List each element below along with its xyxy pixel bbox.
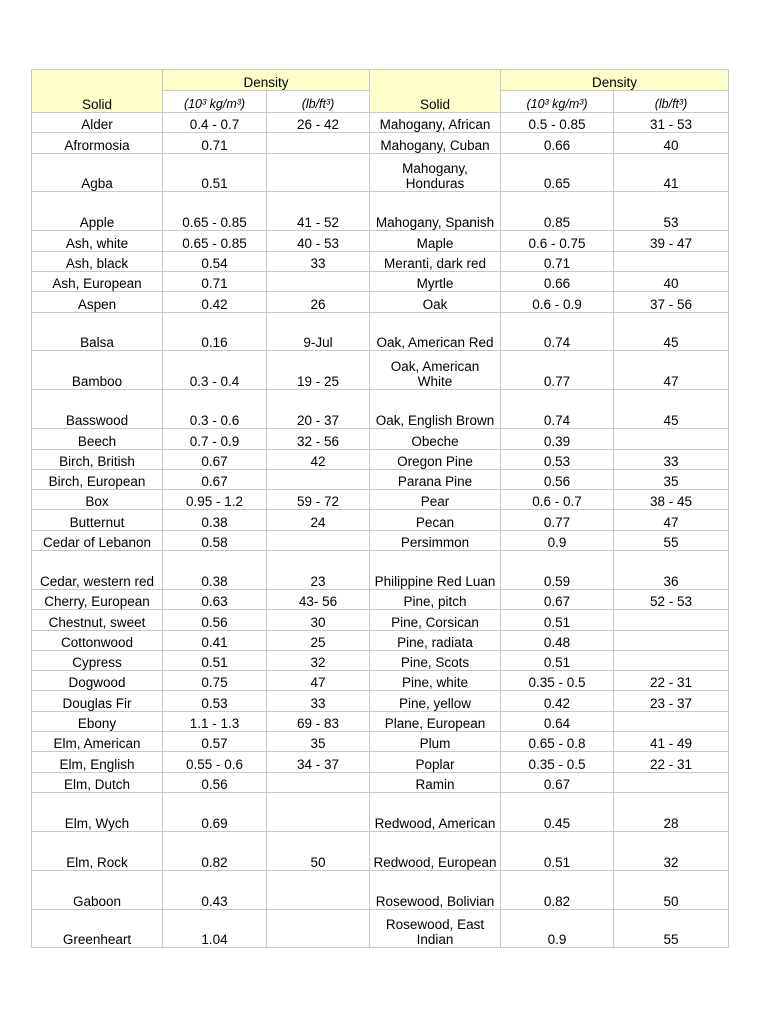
unit-si-header-right: (10³ kg/m³) (501, 91, 614, 113)
density-imperial-right: 39 - 47 (614, 231, 729, 251)
density-imperial-right: 50 (614, 870, 729, 909)
solid-name-right: Rosewood, Bolivian (370, 870, 501, 909)
density-imperial-left: 32 (267, 650, 370, 670)
solid-name-left: Cedar, western red (32, 551, 163, 590)
solid-name-right: Oak (370, 292, 501, 312)
solid-name-right: Myrtle (370, 271, 501, 291)
density-si-right: 0.48 (501, 630, 614, 650)
density-imperial-right (614, 429, 729, 449)
solid-header-right: Solid (370, 70, 501, 113)
density-imperial-left: 30 (267, 610, 370, 630)
table-row (32, 490, 729, 510)
density-si-right: 0.66 (501, 271, 614, 291)
density-imperial-right: 52 - 53 (614, 589, 729, 609)
table-row (32, 772, 729, 792)
density-si-left: 0.42 (163, 292, 267, 312)
density-si-right: 0.74 (501, 390, 614, 429)
density-imperial-right: 32 (614, 831, 729, 870)
solid-name-left: Ebony (32, 711, 163, 731)
solid-name-right: Pine, pitch (370, 589, 501, 609)
density-si-right: 0.67 (501, 589, 614, 609)
solid-name-left: Ash, white (32, 231, 163, 251)
solid-name-left: Apple (32, 192, 163, 231)
density-imperial-right (614, 251, 729, 271)
solid-name-left: Box (32, 490, 163, 510)
density-si-right: 0.45 (501, 792, 614, 831)
density-imperial-right: 38 - 45 (614, 490, 729, 510)
density-si-left: 0.67 (163, 469, 267, 489)
solid-name-right: Pear (370, 490, 501, 510)
density-si-right: 0.9 (501, 530, 614, 550)
solid-name-left: Agba (32, 153, 163, 192)
solid-name-right: Plum (370, 731, 501, 751)
density-imperial-left: 40 - 53 (267, 231, 370, 251)
density-si-right: 0.51 (501, 610, 614, 630)
density-imperial-left: 26 (267, 292, 370, 312)
solid-name-right: Redwood, American (370, 792, 501, 831)
density-si-left: 0.75 (163, 671, 267, 691)
density-imperial-left (267, 153, 370, 192)
solid-name-left: Balsa (32, 312, 163, 351)
density-si-left: 0.65 - 0.85 (163, 192, 267, 231)
solid-name-left: Aspen (32, 292, 163, 312)
solid-name-left: Butternut (32, 510, 163, 530)
density-imperial-right: 23 - 37 (614, 691, 729, 711)
table-row (32, 610, 729, 630)
density-si-right: 0.67 (501, 772, 614, 792)
density-imperial-right: 40 (614, 271, 729, 291)
solid-name-right: Poplar (370, 752, 501, 772)
density-si-right: 0.85 (501, 192, 614, 231)
density-imperial-left: 69 - 83 (267, 711, 370, 731)
density-imperial-right: 41 (614, 153, 729, 192)
density-imperial-left: 47 (267, 671, 370, 691)
table-row (32, 429, 729, 449)
density-imperial-right: 41 - 49 (614, 731, 729, 751)
density-imperial-left: 59 - 72 (267, 490, 370, 510)
table-row (32, 589, 729, 609)
table-row (32, 731, 729, 751)
density-imperial-right: 47 (614, 510, 729, 530)
solid-name-left: Greenheart (32, 909, 163, 948)
density-si-left: 0.58 (163, 530, 267, 550)
unit-imperial-header-left: (lb/ft³) (267, 91, 370, 113)
table-row (32, 551, 729, 590)
solid-header-left: Solid (32, 70, 163, 113)
density-si-left: 0.53 (163, 691, 267, 711)
density-imperial-left: 43- 56 (267, 589, 370, 609)
solid-name-left: Cedar of Lebanon (32, 530, 163, 550)
density-si-right: 0.35 - 0.5 (501, 671, 614, 691)
density-imperial-left (267, 133, 370, 153)
table-row (32, 113, 729, 133)
density-imperial-right: 28 (614, 792, 729, 831)
density-si-left: 0.67 (163, 449, 267, 469)
density-imperial-left: 33 (267, 251, 370, 271)
table-row (32, 271, 729, 291)
solid-name-right: Plane, European (370, 711, 501, 731)
solid-name-left: Birch, British (32, 449, 163, 469)
density-imperial-left (267, 772, 370, 792)
density-imperial-left: 20 - 37 (267, 390, 370, 429)
table-row (32, 671, 729, 691)
table-row (32, 390, 729, 429)
table-row (32, 711, 729, 731)
density-imperial-right (614, 610, 729, 630)
table-row (32, 133, 729, 153)
solid-name-left: Cottonwood (32, 630, 163, 650)
solid-name-left: Afrormosia (32, 133, 163, 153)
density-si-left: 0.16 (163, 312, 267, 351)
solid-name-left: Chestnut, sweet (32, 610, 163, 630)
density-imperial-right: 22 - 31 (614, 671, 729, 691)
density-si-right: 0.6 - 0.7 (501, 490, 614, 510)
solid-name-right: Meranti, dark red (370, 251, 501, 271)
density-si-left: 0.51 (163, 153, 267, 192)
solid-name-right: Philippine Red Luan (370, 551, 501, 590)
solid-name-right: Oregon Pine (370, 449, 501, 469)
density-si-left: 0.4 - 0.7 (163, 113, 267, 133)
solid-name-left: Elm, Dutch (32, 772, 163, 792)
density-si-left: 0.69 (163, 792, 267, 831)
density-si-right: 0.82 (501, 870, 614, 909)
density-imperial-right (614, 650, 729, 670)
solid-name-left: Basswood (32, 390, 163, 429)
solid-name-right: Pine, radiata (370, 630, 501, 650)
table-row (32, 831, 729, 870)
density-imperial-left: 24 (267, 510, 370, 530)
table-row (32, 870, 729, 909)
solid-name-left: Elm, Wych (32, 792, 163, 831)
density-imperial-left: 26 - 42 (267, 113, 370, 133)
density-imperial-right: 35 (614, 469, 729, 489)
density-si-left: 1.04 (163, 909, 267, 948)
solid-name-right: Rosewood, East Indian (370, 909, 501, 948)
density-imperial-right (614, 630, 729, 650)
density-si-right: 0.64 (501, 711, 614, 731)
density-imperial-left (267, 469, 370, 489)
solid-name-right: Ramin (370, 772, 501, 792)
density-si-left: 0.56 (163, 610, 267, 630)
solid-name-right: Pine, white (370, 671, 501, 691)
solid-name-left: Birch, European (32, 469, 163, 489)
density-imperial-right: 45 (614, 390, 729, 429)
table-row (32, 630, 729, 650)
density-si-left: 0.71 (163, 271, 267, 291)
solid-name-right: Redwood, European (370, 831, 501, 870)
table-row (32, 510, 729, 530)
density-imperial-left: 42 (267, 449, 370, 469)
density-imperial-right: 45 (614, 312, 729, 351)
density-imperial-right: 40 (614, 133, 729, 153)
density-imperial-left: 23 (267, 551, 370, 590)
density-si-right: 0.65 (501, 153, 614, 192)
density-imperial-right: 37 - 56 (614, 292, 729, 312)
solid-name-right: Parana Pine (370, 469, 501, 489)
solid-name-right: Pine, Scots (370, 650, 501, 670)
table-row (32, 469, 729, 489)
solid-name-left: Ash, black (32, 251, 163, 271)
solid-name-left: Cherry, European (32, 589, 163, 609)
solid-name-right: Obeche (370, 429, 501, 449)
density-si-left: 0.95 - 1.2 (163, 490, 267, 510)
density-si-right: 0.53 (501, 449, 614, 469)
density-imperial-left: 50 (267, 831, 370, 870)
density-table (31, 69, 729, 948)
density-header-left: Density (163, 70, 370, 91)
table-row (32, 792, 729, 831)
table-row (32, 231, 729, 251)
density-imperial-right (614, 772, 729, 792)
density-si-right: 0.35 - 0.5 (501, 752, 614, 772)
density-si-right: 0.59 (501, 551, 614, 590)
density-si-left: 0.71 (163, 133, 267, 153)
table-row (32, 192, 729, 231)
solid-name-right: Mahogany, Cuban (370, 133, 501, 153)
density-imperial-left (267, 909, 370, 948)
density-si-right: 0.56 (501, 469, 614, 489)
density-imperial-left (267, 870, 370, 909)
solid-name-left: Dogwood (32, 671, 163, 691)
solid-name-left: Ash, European (32, 271, 163, 291)
solid-name-right: Persimmon (370, 530, 501, 550)
density-si-left: 0.65 - 0.85 (163, 231, 267, 251)
table-row (32, 691, 729, 711)
density-si-right: 0.51 (501, 831, 614, 870)
table-row (32, 650, 729, 670)
solid-name-left: Elm, English (32, 752, 163, 772)
solid-name-right: Pine, yellow (370, 691, 501, 711)
density-si-right: 0.66 (501, 133, 614, 153)
solid-name-left: Alder (32, 113, 163, 133)
density-imperial-left: 19 - 25 (267, 351, 370, 390)
density-imperial-right: 33 (614, 449, 729, 469)
density-si-right: 0.6 - 0.75 (501, 231, 614, 251)
solid-name-right: Mahogany, African (370, 113, 501, 133)
density-imperial-right: 53 (614, 192, 729, 231)
table-row (32, 292, 729, 312)
density-si-left: 0.51 (163, 650, 267, 670)
density-si-left: 0.63 (163, 589, 267, 609)
density-header-right: Density (501, 70, 729, 91)
density-imperial-left: 35 (267, 731, 370, 751)
density-imperial-right (614, 711, 729, 731)
density-imperial-left: 25 (267, 630, 370, 650)
solid-name-right: Pine, Corsican (370, 610, 501, 630)
density-si-right: 0.51 (501, 650, 614, 670)
density-si-right: 0.65 - 0.8 (501, 731, 614, 751)
table-row (32, 909, 729, 948)
solid-name-left: Beech (32, 429, 163, 449)
density-si-left: 0.54 (163, 251, 267, 271)
density-imperial-right: 55 (614, 530, 729, 550)
table-row (32, 153, 729, 192)
density-imperial-left: 34 - 37 (267, 752, 370, 772)
density-imperial-left: 33 (267, 691, 370, 711)
density-imperial-right: 31 - 53 (614, 113, 729, 133)
solid-name-left: Douglas Fir (32, 691, 163, 711)
density-si-right: 0.77 (501, 510, 614, 530)
density-si-right: 0.74 (501, 312, 614, 351)
density-si-right: 0.39 (501, 429, 614, 449)
solid-name-left: Bamboo (32, 351, 163, 390)
table-row (32, 449, 729, 469)
unit-imperial-header-right: (lb/ft³) (614, 91, 729, 113)
density-si-left: 0.82 (163, 831, 267, 870)
density-si-right: 0.5 - 0.85 (501, 113, 614, 133)
solid-name-left: Cypress (32, 650, 163, 670)
solid-name-left: Elm, American (32, 731, 163, 751)
density-imperial-left (267, 530, 370, 550)
solid-name-right: Pecan (370, 510, 501, 530)
density-si-left: 0.43 (163, 870, 267, 909)
density-si-left: 0.38 (163, 551, 267, 590)
density-si-right: 0.77 (501, 351, 614, 390)
density-imperial-right: 55 (614, 909, 729, 948)
density-si-left: 0.3 - 0.6 (163, 390, 267, 429)
table-row (32, 251, 729, 271)
table-row (32, 312, 729, 351)
solid-name-right: Mahogany, Honduras (370, 153, 501, 192)
density-imperial-left (267, 792, 370, 831)
solid-name-right: Maple (370, 231, 501, 251)
density-si-left: 0.38 (163, 510, 267, 530)
density-imperial-right: 36 (614, 551, 729, 590)
density-imperial-left (267, 271, 370, 291)
density-si-left: 0.3 - 0.4 (163, 351, 267, 390)
density-imperial-left: 9-Jul (267, 312, 370, 351)
density-imperial-right: 22 - 31 (614, 752, 729, 772)
table-row (32, 752, 729, 772)
unit-si-header-left: (10³ kg/m³) (163, 91, 267, 113)
solid-name-right: Mahogany, Spanish (370, 192, 501, 231)
solid-name-right: Oak, English Brown (370, 390, 501, 429)
density-si-left: 0.55 - 0.6 (163, 752, 267, 772)
table-row (32, 351, 729, 390)
density-si-right: 0.71 (501, 251, 614, 271)
density-si-left: 0.56 (163, 772, 267, 792)
density-si-right: 0.6 - 0.9 (501, 292, 614, 312)
solid-name-right: Oak, American Red (370, 312, 501, 351)
table-row (32, 530, 729, 550)
density-imperial-right: 47 (614, 351, 729, 390)
density-si-right: 0.9 (501, 909, 614, 948)
solid-name-right: Oak, American White (370, 351, 501, 390)
solid-name-left: Elm, Rock (32, 831, 163, 870)
density-imperial-left: 41 - 52 (267, 192, 370, 231)
density-si-left: 0.57 (163, 731, 267, 751)
density-imperial-left: 32 - 56 (267, 429, 370, 449)
density-si-left: 0.41 (163, 630, 267, 650)
density-si-right: 0.42 (501, 691, 614, 711)
density-si-left: 1.1 - 1.3 (163, 711, 267, 731)
density-si-left: 0.7 - 0.9 (163, 429, 267, 449)
solid-name-left: Gaboon (32, 870, 163, 909)
